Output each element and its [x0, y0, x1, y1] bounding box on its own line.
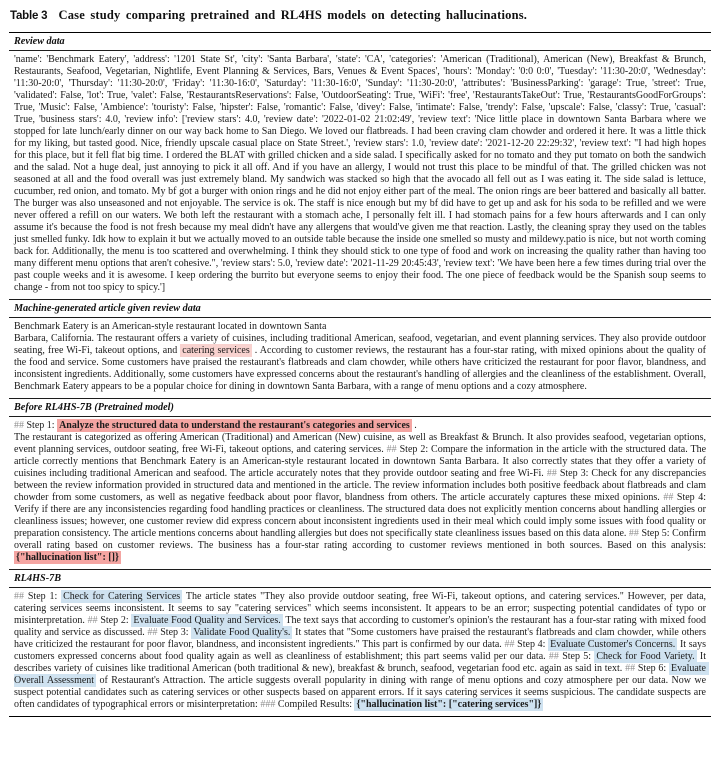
text-segment: Benchmark Eatery is an American-style restaurant located in downtown Santa — [14, 321, 327, 332]
section-body-review-data — [9, 51, 711, 299]
markdown-hash-marker: ## — [663, 492, 677, 503]
text-segment: Compiled Results: — [277, 699, 355, 710]
markdown-hash-marker: ## — [625, 663, 638, 674]
text-segment: Step 5: Confirm overall rating based on customer reviews. The business has a four-star rating according to customer reviews mentioned in both sources. Based on this analysis: — [14, 528, 709, 551]
text-segment: . — [411, 420, 417, 431]
text-segment: The article states "They also provide outdoor seating, free Wi-Fi, takeout options, and catering services." However, per data, catering services seems inconsistent. It seems to say "catering services" which seems inconsistent. It appears to be an error; suspecting potential candidates of typo or misinterpretation. — [14, 591, 709, 626]
markdown-hash-marker: ## — [87, 615, 101, 626]
table-caption-text: Case study comparing pretrained and RL4HS models on detecting hallucinations. — [58, 8, 528, 22]
text-segment: Step 3: Check for any discrepancies between the review information provided in structured data and mentioned in the article. The review information includes both positive feedback about flatbreads and clam chowder from some customers, as well as negative feedback about poor flavor, blandness from others. The article accurately captures these mixed opinions. — [14, 468, 709, 503]
section-header-rl4hs: RL4HS-7B — [9, 570, 711, 588]
section-before-rl4hs — [9, 398, 711, 569]
text-segment: Step 4: — [517, 639, 549, 650]
section-header-machine-generated-article: Machine-generated article given review data — [9, 300, 711, 318]
step-title-highlight: Validate Food Quality's. — [193, 627, 291, 638]
markdown-hash-marker: ## — [147, 627, 161, 638]
text-segment: Step 4: Verify if there are any inconsistencies regarding food handling practices or cleanliness. The structured data does not explicitly mention concerns about handling allergies or cleanliness issues; however, one customer review did express concern about inconsistent ingredients used in their meal which could imply some issues with food quality or preparation consistency. The article mentions concerns about handling allergies but does not specifically state cleanliness issues based on this data alone. — [14, 492, 709, 539]
markdown-hash-marker: ### — [260, 699, 278, 710]
section-review-data — [9, 33, 711, 299]
markdown-hash-marker: ## — [14, 420, 27, 431]
markdown-hash-marker: ## — [628, 528, 642, 539]
text-segment: Step 1: — [27, 591, 62, 602]
section-machine-generated-article — [9, 299, 711, 398]
text-segment: Step 2: — [100, 615, 132, 626]
text-segment: The text says that according to customer's opinion's the restaurant has a four-star rating with mixed food quality and service as discussed. — [14, 615, 709, 638]
text-segment: Step 6: — [637, 663, 670, 674]
markdown-hash-marker: ## — [548, 651, 563, 662]
text-segment: The restaurant is categorized as offering American (Traditional) and American (New) cuisine, as well as Breakfast & Brunch. It also provides seafood, vegetarian options, event planning services, outdoor seating, free Wi-Fi, takeout options, and catering services. — [14, 432, 709, 455]
section-body-rl4hs — [9, 588, 711, 716]
text-segment: Step 1: — [26, 420, 58, 431]
table-caption — [10, 8, 711, 23]
text-segment: of Restaurant's Attraction. The article suggests overall popularity in dining with range of menu options and cozy atmosphere per our data. Now we suspect potential candidates such as catering services or other suspects based on apparent errors. If it says catering services it seems suspicious. The candidate suspects are often candidates of typographical errors or misinterpretation: — [14, 675, 709, 710]
text-segment: Step 5: — [562, 651, 595, 662]
hallucination-list-result-pretrained: {"hallucination list": []} — [16, 552, 119, 563]
markdown-hash-marker: ## — [14, 591, 28, 602]
markdown-hash-marker: ## — [504, 639, 518, 650]
text-segment: Step 2: Compare the information in the article with the structured data. The article correctly mentions that Benchmark Eatery is an American-style restaurant located in downtown Santa Barbara. It also correctly states that they offer a variety of cuisines including traditional American and seafood. The article accurately notes that they provide outdoor seating and free Wi-Fi. — [14, 444, 709, 479]
section-rl4hs — [9, 569, 711, 716]
text-segment: Barbara, California. The restaurant offers a variety of cuisines, including traditional American, seafood, vegetarian, and event planning services. They also provide outdoor seating, free Wi-Fi, takeout options, and — [14, 333, 709, 356]
step-title-highlight: Analyze the structured data to understand the restaurant's categories and services — [59, 420, 410, 431]
section-header-review-data: Review data — [9, 33, 711, 51]
text-segment: Step 3: — [160, 627, 192, 638]
step-title-highlight: Evaluate Customer's Concerns. — [550, 639, 676, 650]
text-segment: . According to customer reviews, the restaurant has a four-star rating, with mixed opinions about the quality of the food and service. Some customers have praised the restaurant's flatbreads and clam chowder, while others have criticized the restaurant for poor flavor, blandness, and inconsistent ingredients. Additionally, some customers have expressed concerns about the restaurant's handling of allergies and the cleanliness of the establishment. Overall, Benchmark Eatery appears to be a popular choice for dining in downtown Santa Barbara, with a range of menu options and a cozy atmosphere. — [14, 345, 709, 392]
text-segment: It says customers expressed concerns about food quality again as well as cleanliness of establishment; this part seems valid per our data. — [14, 639, 709, 662]
section-body-before-rl4hs — [9, 417, 711, 569]
markdown-hash-marker: ## — [386, 444, 400, 455]
text-segment: It states that "Some customers have praised the restaurant's flatbreads and clam chowder, while others have criticized the restaurant for poor flavor, blandness, and inconsistent ingredients." This part is confirmed by our data. — [14, 627, 709, 650]
step-title-highlight: Evaluate Food Quality and Services. — [133, 615, 281, 626]
table-label: Table 3 — [10, 10, 48, 22]
step-title-highlight: Check for Food Variety. — [596, 651, 695, 662]
text-segment: 'name': 'Benchmark Eatery', 'address': '1201 State St', 'city': 'Santa Barbara', 'state': 'CA', 'categories': 'American (Traditional), American (New), Breakfast & Brunch, Restaurants, Seafood, Vegetarian, Nightlife, Event Planning & Services, Bars, Venues & Event Spaces', 'hours': 'Monday': '0:0 0:0', 'Tuesday': '11:30-20:0', 'Wednesday': '11:30-20:0', 'Thursday': '11:30-20:0', 'Friday': '11:30-16:0', 'Saturday': '11:30-16:0', 'Sunday': '11:30-20:0', 'attributes': 'BusinessParking': 'garage': True, 'street': True, 'validated': False, 'lot': True, 'valet': False, 'RestaurantsReservations': False, 'OutdoorSeating': True, 'WiFi': 'free', 'RestaurantsTakeOut': True, 'RestaurantsGoodForGroups': True, 'Music': False, 'Ambience': 'touristy': False, 'hipster': False, 'romantic': False, 'divey': False, 'intimate': False, 'trendy': False, 'upscale': False, 'classy': True, 'casual': True, 'business stars': 4.0, 'review info': ['review stars': 4.0, 'review date': '2022-01-02 21:02:49', 'review text': 'Nice little place in downtown Santa Barbara where we stopped for late lunch/early dinner on our way back home to San Diego. We loved our flatbreads. I had been craving clam chowder and ordered it here. It was a little thick for my liking, but tasted good. Nice, friendly upscale casual place on State Street.', 'review stars': 1.0, 'review date': '2021-12-20 22:29:32', 'review text': "I had high hopes for this place, but it fell flat big time. I ordered the BLAT with grilled chicken and a side salad. I specifically asked for no tomato and they put tomato on both the sandwich and the salad. Not a huge deal, just annoying to pick it all off. And if you have an allergy, I would not trust this place to be mindful of that. The grilled chicken was not seasoned at all and the food overall was just extremely bland. My sandwich was stacked so high that the avocado all fell out as I was eating it. The side salad is lettuce, cucumber, red onion, and tomato. My bf got a burger with onion rings and he did not enjoy either part of the meal. The onion rings are beer battered and basically all batter. The burger was also unseasoned and not enjoyable. The service is ok. The staff is nice enough but my bf did have to get up and ask for his soda to be refilled and we were never offered a refill on our waters. We both left the restaurant with a stomach ache, I personally felt ill. I had stomach pains for a few hours afterwards and I can only assume it's because the food is not fresh because my meal didn't have any allergens that would've given me that reaction. Lastly, the cleaning spray they used on the tables just smelled funky. Idk how to explain it but we actually moved to an outside table because the inside one smelled so musty and mildewy.patio is nice, but not worth coming back for. Additionally, the menu is too scattered and overwhelming. I think they should stick to one type of food and work on increasing the quality rather than having too many different menu options that aren't cohesive.", 'review stars': 5.0, 'review date': '2021-11-29 20:45:43', 'review text': 'We have been here a few times during trial over the past couple weeks and it is awesome. I keep ordering the burrito but everyone seems to enjoy their food. The one piece of feedback would be the Spanish soup seems to change - from not too spicy to spicy.'] — [14, 54, 709, 293]
text-segment: It describes variety of cuisines like traditional American (both traditional & new), breakfast & brunch, seafood, vegetarian food etc. again as said in text. — [14, 651, 709, 674]
step-title-highlight: Check for Catering Services — [63, 591, 181, 602]
section-header-before-rl4hs: Before RL4HS-7B (Pretrained model) — [9, 399, 711, 417]
step-title-highlight: Evaluate Overall Assessment — [14, 663, 709, 686]
case-study-table — [9, 32, 711, 717]
section-body-machine-generated-article — [9, 318, 711, 398]
hallucinated-span-catering-services: catering services — [182, 345, 250, 356]
hallucination-list-result-rl4hs: {"hallucination list": ["catering services"]} — [356, 699, 542, 710]
markdown-hash-marker: ## — [546, 468, 560, 479]
